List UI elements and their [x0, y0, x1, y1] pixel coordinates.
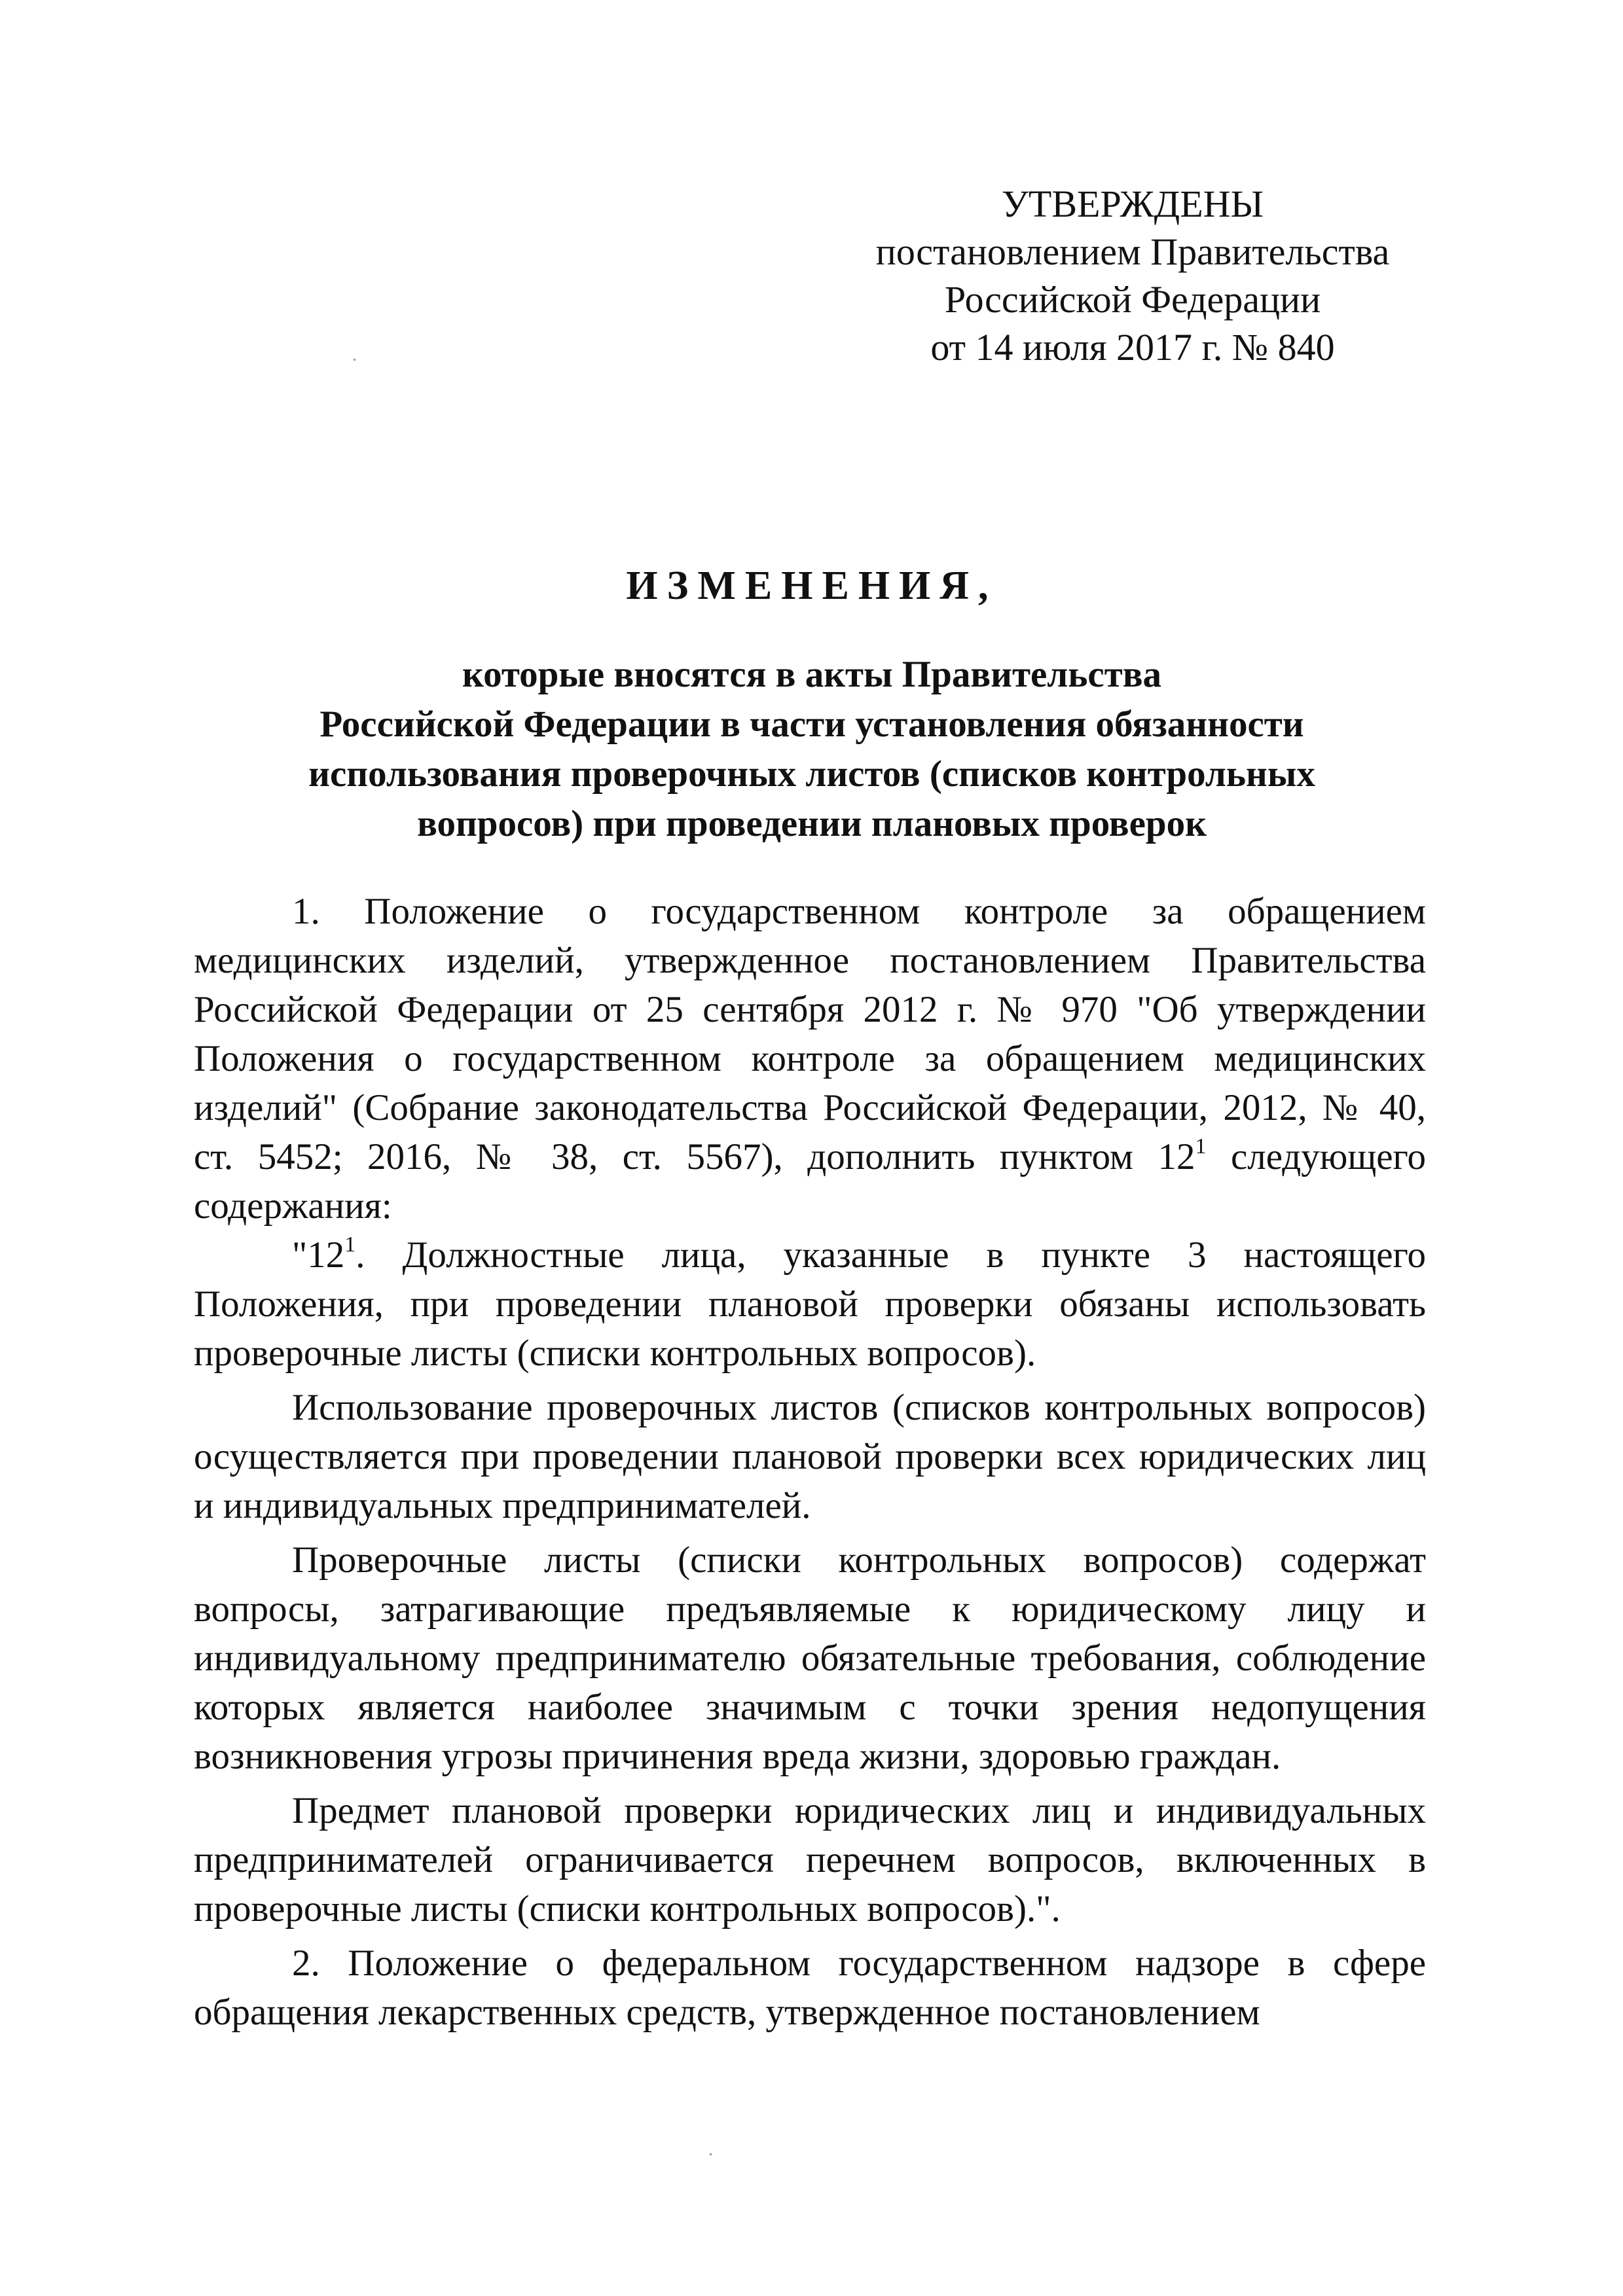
paragraph-2-superscript: 1 [344, 1232, 356, 1257]
title-subtitle-line-3: использования проверочных листов (списков контрольных [308, 753, 1315, 795]
paragraph-1-superscript: 1 [1195, 1134, 1207, 1158]
scan-speck [354, 359, 356, 361]
title-heading: ИЗМЕНЕНИЯ, [626, 564, 998, 608]
title-subtitle-line-1: которые вносятся в акты Правительства [462, 654, 1161, 695]
title-subtitle-line-4: вопросов) при проведении плановых проверок [417, 803, 1207, 844]
approval-title: УТВЕРЖДЕНЫ [1001, 183, 1264, 225]
paragraph-2-lead: "12 [292, 1234, 345, 1276]
document-body [194, 887, 1426, 2037]
approval-country: Российской Федерации [944, 278, 1321, 321]
paragraph-2-text: . Должностные лица, указанные в пункте 3 настоящего Положения, при проведении плановой проверки обязаны использовать проверочные листы (списки контрольных вопросов). [194, 1234, 1426, 1374]
paragraph-1-tail: следующего содержания: [194, 1136, 1426, 1227]
title-subtitle-line-2: Российской Федерации в части установления обязанности [319, 704, 1304, 745]
paragraph-1-text: 1. Положение о государственном контроле за обращением медицинских изделий, утвержденное постановлением Правительства Российской Федерации от 25 сентября 2012 г. № 970 "Об утверждении Положения о государственном контроле за обращением медицинских изделий" (Собрание законодательства Российской Федерации, 2012, № 40, ст. 5452; 2016, № 38, ст. 5567), дополнить пунктом 12 [194, 891, 1426, 1177]
paragraph-6: 2. Положение о федеральном государственном надзоре в сфере обращения лекарственных средств, утвержденное постановлением [194, 1943, 1426, 2033]
paragraph-4: Проверочные листы (списки контрольных вопросов) содержат вопросы, затрагивающие предъявляемые к юридическому лицу и индивидуальному предпринимателю обязательные требования, соблюдение которых является наиболее значимым с точки зрения недопущения возникновения угрозы причинения вреда жизни, здоровью граждан. [194, 1539, 1426, 1777]
approval-block [864, 180, 1401, 371]
paragraph-3: Использование проверочных листов (списков контрольных вопросов) осуществляется при проведении плановой проверки всех юридических лиц и индивидуальных предпринимателей. [194, 1387, 1426, 1526]
paragraph-5: Предмет плановой проверки юридических лиц и индивидуальных предпринимателей ограничивается перечнем вопросов, включенных в проверочные листы (списки контрольных вопросов).". [194, 1790, 1426, 1929]
paragraph-1 [194, 887, 1426, 1230]
approval-date-number: от 14 июля 2017 г. № 840 [930, 326, 1335, 368]
document-title [196, 560, 1427, 849]
approval-issuer: постановлением Правительства [875, 230, 1390, 273]
paragraph-2 [194, 1230, 1426, 1378]
scan-speck [710, 2153, 712, 2155]
